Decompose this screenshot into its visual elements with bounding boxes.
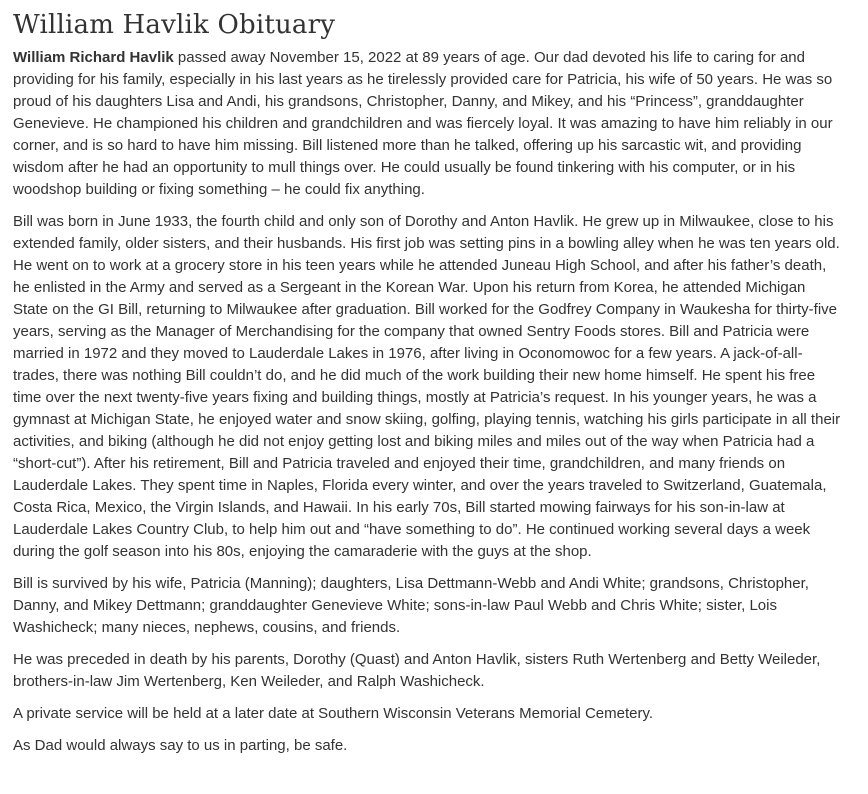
survivors-paragraph: Bill is survived by his wife, Patricia (Manning); daughters, Lisa Dettmann-Webb and Andi White; grandsons, Christopher, Danny, and Mikey Dettmann; granddaughter Genevieve White; sons-in-law Paul Webb and Chris White; sister, Lois Washicheck; many nieces, nephews, cousins, and friends. [13, 575, 809, 636]
obituary-article [13, 0, 841, 757]
biography-paragraph: Bill was born in June 1933, the fourth child and only son of Dorothy and Anton Havlik. He grew up in Milwaukee, close to his extended family, older sisters, and their husbands. His first job was setting pins in a bowling alley when he was ten years old. He went on to work at a grocery store in his teen years while he attended Juneau High School, and after his father’s death, he enlisted in the Army and served as a Sergeant in the Korean War. Upon his return from Korea, he attended Michigan State on the GI Bill, returning to Milwaukee after graduation. Bill worked for the Godfrey Company in Waukesha for thirty-five years, serving as the Manager of Merchandising for the company that owned Sentry Foods stores. Bill and Patricia were married in 1972 and they moved to Lauderdale Lakes in 1976, after living in Oconomowoc for a few years. A jack-of-all-trades, there was nothing Bill couldn’t do, and he did much of the work building their new home himself. He spent his free time over the next twenty-five years fixing and building things, mostly at Patricia’s request. In his younger years, he was a gymnast at Michigan State, he enjoyed water and snow skiing, golfing, playing tennis, watching his girls participate in all their activities, and biking (although he did not enjoy getting lost and biking miles and miles out of the way when Patricia had a “short-cut”). After his retirement, Bill and Patricia traveled and enjoyed their time, grandchildren, and many friends on Lauderdale Lakes. They spent time in Naples, Florida every winter, and over the years traveled to Switzerland, Guatemala, Costa Rica, Mexico, the Virgin Islands, and Hawaii. In his early 70s, Bill started mowing fairways for his son-in-law at Lauderdale Lakes Country Club, to help him out and “have something to do”. He continued working several days a week during the golf season into his 80s, enjoying the camaraderie with the guys at the shop. [13, 213, 841, 560]
intro-text: passed away November 15, 2022 at 89 years of age. Our dad devoted his life to caring for and providing for his family, especially in his last years as he tirelessly provided care for Patricia, his wife of 50 years. He was so proud of his daughters Lisa and Andi, his grandsons, Christopher, Danny, and Mikey, and his “Princess”, granddaughter Genevieve. He championed his children and grandchildren and was fiercely loyal. It was amazing to have him reliably in our corner, and is so hard to have him missing. Bill listened more than he talked, offering up his sarcastic wit, and providing wisdom after he had an opportunity to mull things over. He could usually be found tinkering with his computer, or in his woodshop building or fixing something – he could fix anything. [13, 49, 833, 198]
service-paragraph: A private service will be held at a later date at Southern Wisconsin Veterans Memorial Cemetery. [13, 705, 654, 722]
page-title: William Havlik Obituary [13, 10, 336, 40]
intro-paragraph [13, 47, 841, 201]
deceased-full-name: William Richard Havlik [13, 49, 174, 66]
preceded-paragraph: He was preceded in death by his parents, Dorothy (Quast) and Anton Havlik, sisters Ruth Wertenberg and Betty Weileder, brothers-in-law Jim Wertenberg, Ken Weileder, and Ralph Washicheck. [13, 651, 821, 690]
closing-paragraph: As Dad would always say to us in parting, be safe. [13, 737, 348, 754]
